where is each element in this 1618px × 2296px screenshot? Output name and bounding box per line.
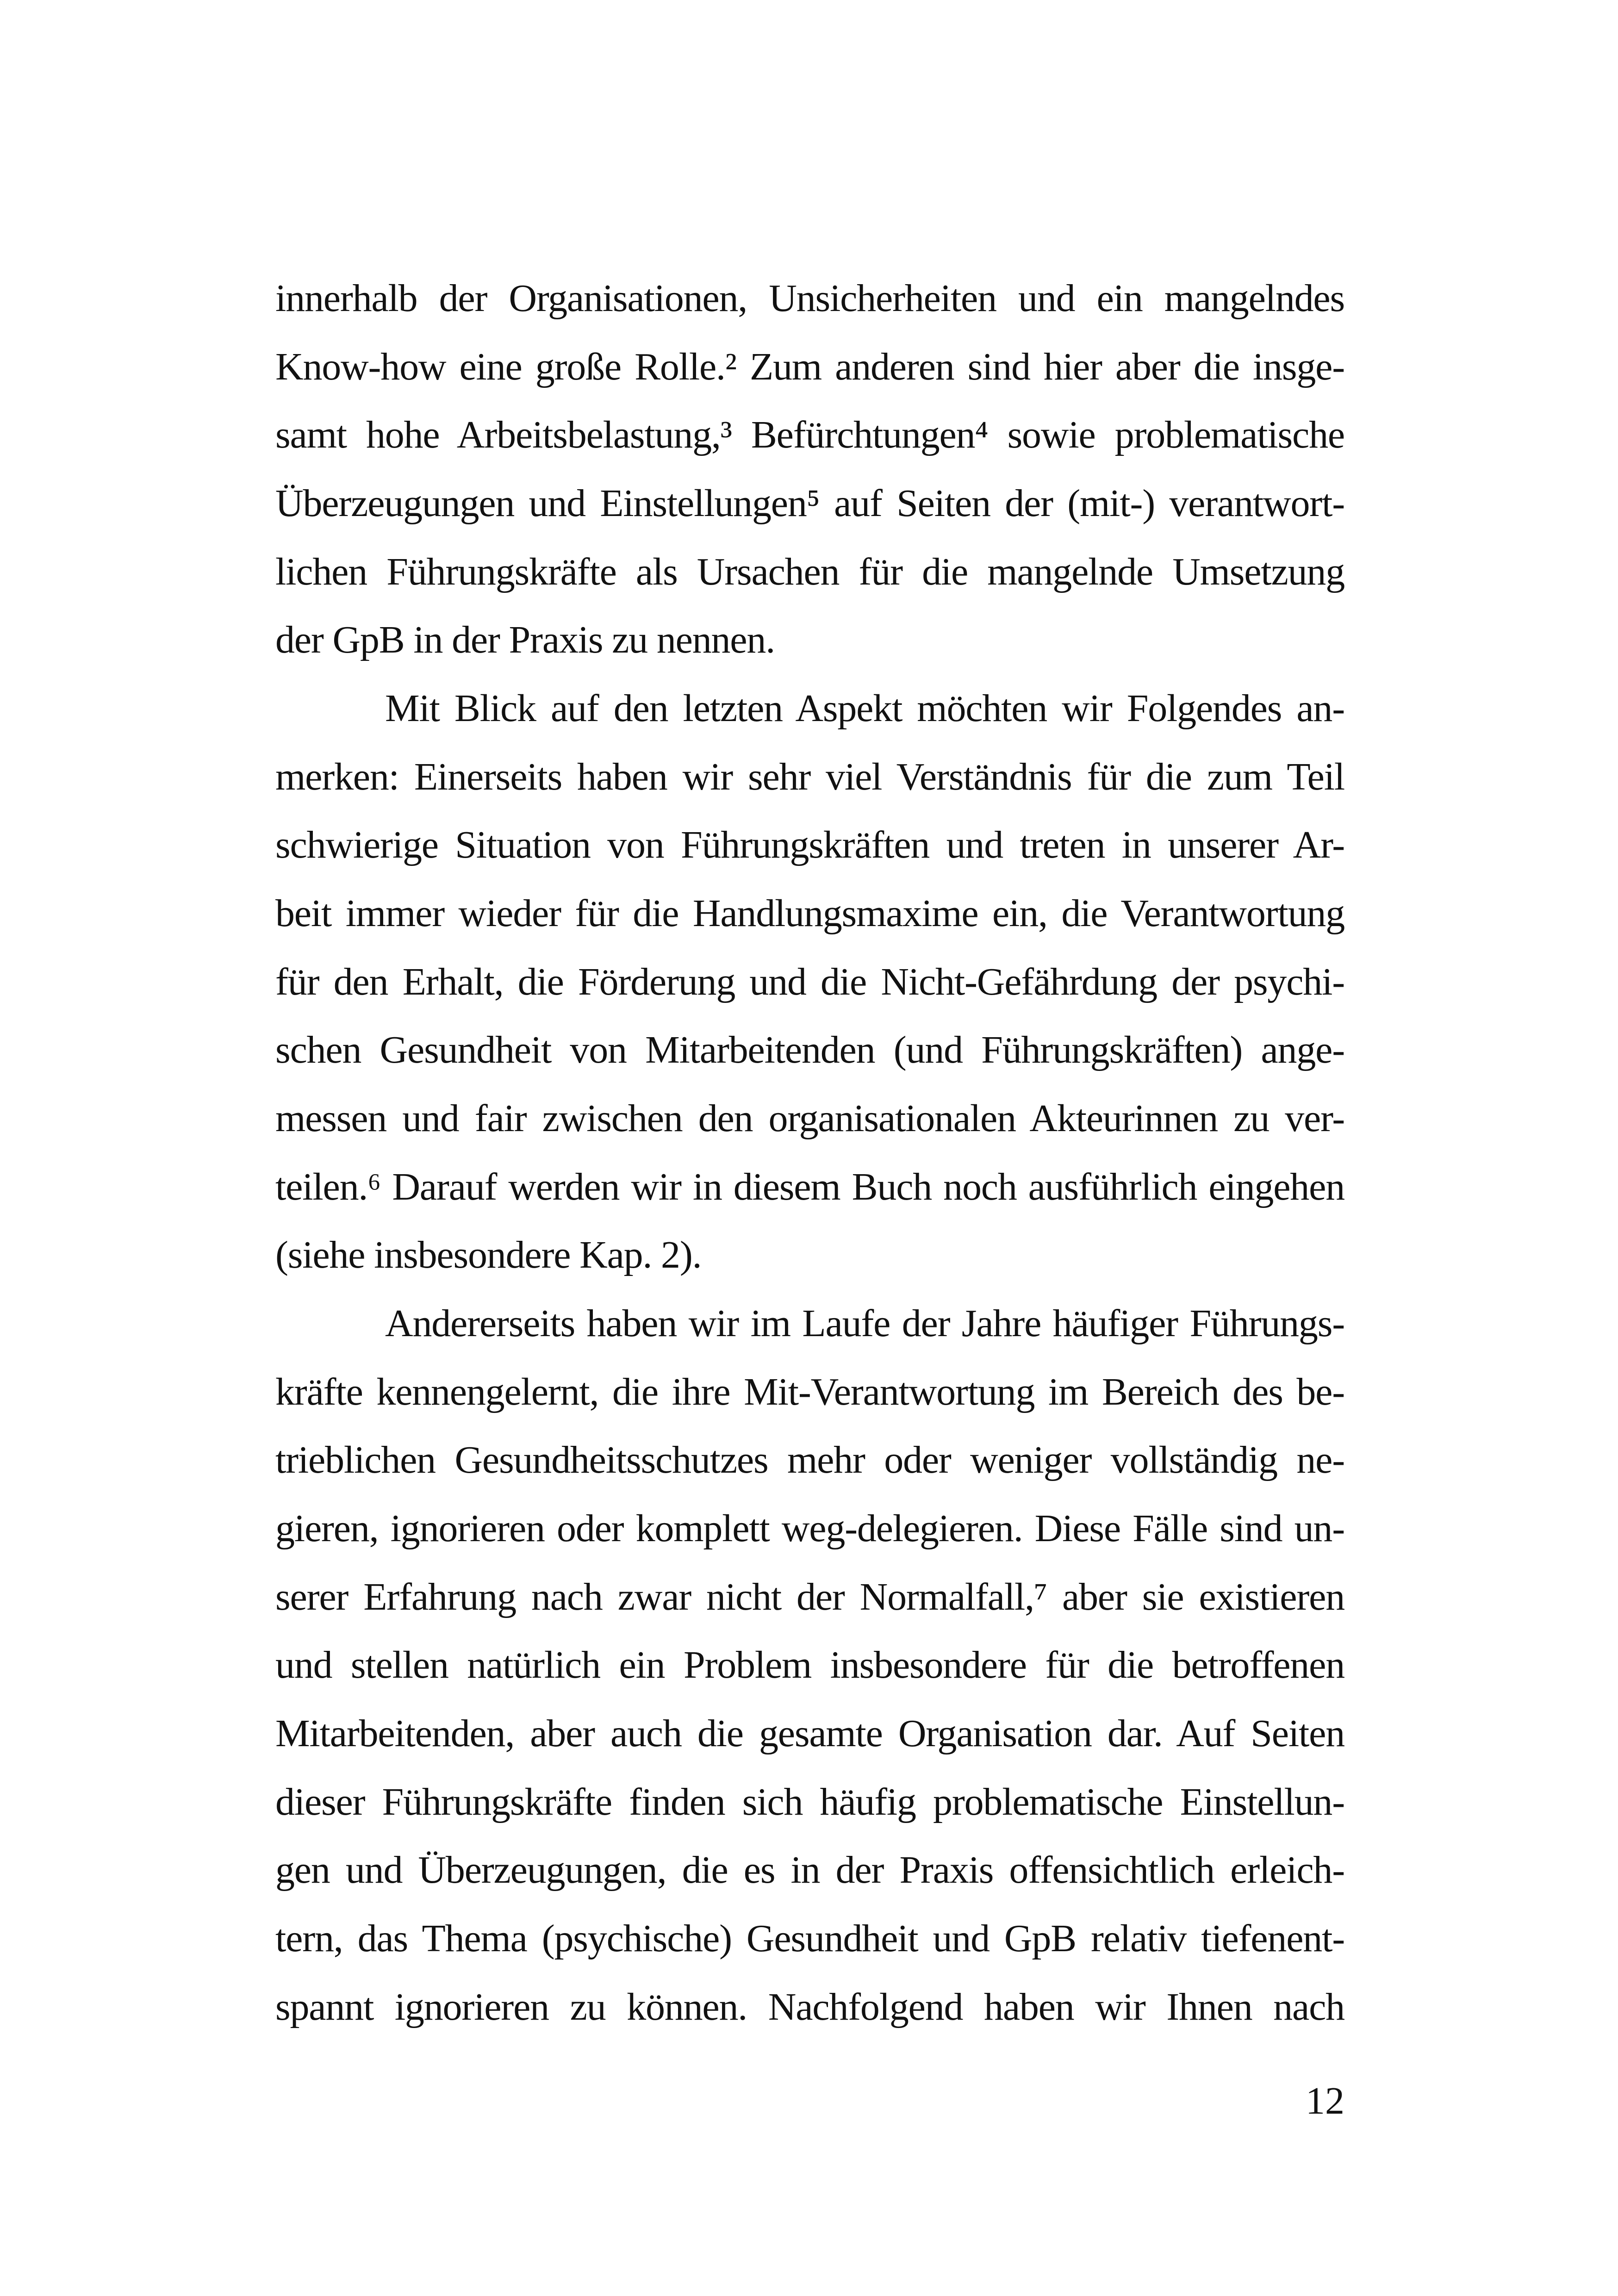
- text-line: spannt ignorieren zu können. Nachfolgend haben wir Ihnen nach: [275, 1985, 1344, 2028]
- text-line: Mitarbeitenden, aber auch die gesamte Organisation dar. Auf Seiten: [275, 1712, 1344, 1755]
- text-line: dieser Führungskräfte finden sich häufig problematische Einstellun-: [275, 1780, 1344, 1823]
- text-line: schen Gesundheit von Mitarbeitenden (und Führungskräften) ange-: [275, 1028, 1344, 1071]
- text-line: merken: Einerseits haben wir sehr viel Verständnis für die zum Teil: [275, 755, 1344, 798]
- paragraph-end-line: der GpB in der Praxis zu nennen.: [275, 618, 775, 661]
- text-line: trieblichen Gesundheitsschutzes mehr oder weniger vollständig ne-: [275, 1438, 1344, 1481]
- text-line: und stellen natürlich ein Problem insbesondere für die betroffenen: [275, 1643, 1344, 1686]
- text-line: beit immer wieder für die Handlungsmaxime ein, die Verantwortung: [275, 892, 1344, 935]
- paragraph-start-line: Andererseits haben wir im Laufe der Jahre häufiger Führungs-: [385, 1302, 1344, 1345]
- paragraph-start-line: Mit Blick auf den letzten Aspekt möchten wir Folgendes an-: [385, 687, 1344, 730]
- text-line: tern, das Thema (psychische) Gesundheit und GpB relativ tiefenent-: [275, 1917, 1344, 1960]
- text-line: Überzeugungen und Einstellungen⁵ auf Seiten der (mit-) verantwort-: [275, 482, 1344, 525]
- text-line: teilen.⁶ Darauf werden wir in diesem Buch noch ausführlich eingehen: [275, 1165, 1344, 1208]
- paragraph-end-line: (siehe insbesondere Kap. 2).: [275, 1233, 702, 1276]
- text-line: samt hohe Arbeitsbelastung,³ Befürchtungen⁴ sowie problematische: [275, 413, 1344, 456]
- text-line: serer Erfahrung nach zwar nicht der Normalfall,⁷ aber sie existieren: [275, 1575, 1344, 1618]
- text-line: kräfte kennengelernt, die ihre Mit-Verantwortung im Bereich des be-: [275, 1370, 1344, 1413]
- text-line: innerhalb der Organisationen, Unsicherheiten und ein mangelndes: [275, 277, 1344, 320]
- text-line: schwierige Situation von Führungskräften und treten in unserer Ar-: [275, 823, 1344, 866]
- text-line: gen und Überzeugungen, die es in der Praxis offensichtlich erleich-: [275, 1848, 1344, 1892]
- text-line: gieren, ignorieren oder komplett weg-delegieren. Diese Fälle sind un-: [275, 1507, 1344, 1550]
- text-line: lichen Führungskräfte als Ursachen für die mangelnde Umsetzung: [275, 550, 1344, 593]
- text-line: für den Erhalt, die Förderung und die Nicht-Gefährdung der psychi-: [275, 960, 1344, 1003]
- text-line: messen und fair zwischen den organisationalen Akteurinnen zu ver-: [275, 1097, 1344, 1140]
- text-line: Know-how eine große Rolle.² Zum anderen sind hier aber die insge-: [275, 345, 1344, 388]
- page-number: 12: [1306, 2079, 1344, 2122]
